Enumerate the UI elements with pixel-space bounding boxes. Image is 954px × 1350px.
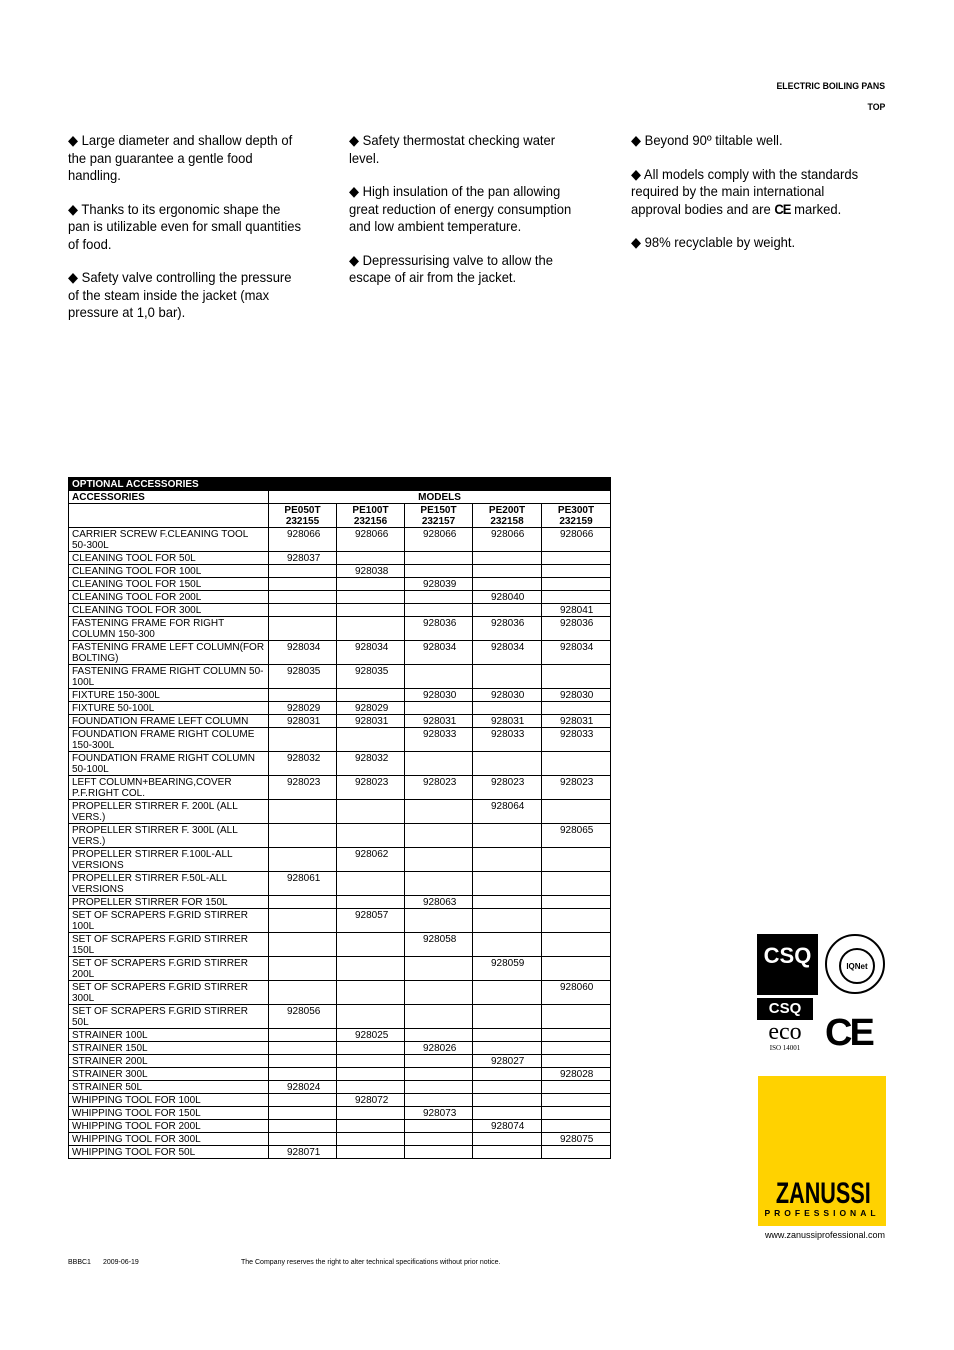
accessory-code: 928035 <box>269 665 337 689</box>
accessory-code: 928057 <box>337 909 405 933</box>
footer-code: BBBC1 <box>68 1259 91 1266</box>
accessory-code <box>542 591 611 604</box>
accessory-code: 928060 <box>542 981 611 1005</box>
accessory-code: 928058 <box>405 933 473 957</box>
accessory-code: 928029 <box>337 702 405 715</box>
accessory-code <box>269 728 337 752</box>
accessory-name: PROPELLER STIRRER F.50L-ALL VERSIONS <box>69 872 269 896</box>
model-header: PE100T 232156 <box>337 504 405 528</box>
accessory-code: 928033 <box>405 728 473 752</box>
accessory-code: 928025 <box>337 1029 405 1042</box>
accessory-name: FOUNDATION FRAME LEFT COLUMN <box>69 715 269 728</box>
accessory-code <box>269 1107 337 1120</box>
brand-panel <box>758 1076 886 1226</box>
accessory-code: 928023 <box>269 776 337 800</box>
accessory-code <box>473 565 542 578</box>
accessory-code <box>337 933 405 957</box>
accessory-code <box>473 752 542 776</box>
table-row <box>69 1120 611 1133</box>
accessory-name: STRAINER 200L <box>69 1055 269 1068</box>
accessory-name: SET OF SCRAPERS F.GRID STIRRER 300L <box>69 981 269 1005</box>
accessory-code <box>542 1029 611 1042</box>
accessory-code <box>337 591 405 604</box>
table-row <box>69 715 611 728</box>
table-row <box>69 776 611 800</box>
accessory-code <box>542 665 611 689</box>
accessory-code <box>405 800 473 824</box>
accessory-code: 928063 <box>405 896 473 909</box>
accessory-name: CLEANING TOOL FOR 200L <box>69 591 269 604</box>
accessory-code <box>473 552 542 565</box>
accessory-name: WHIPPING TOOL FOR 150L <box>69 1107 269 1120</box>
zanussi-logo: ZANUSSI PROFESSIONAL <box>764 1177 880 1218</box>
table-row <box>69 641 611 665</box>
accessory-code <box>269 1029 337 1042</box>
footer-notice: The Company reserves the right to alter technical specifications without prior notice. <box>241 1259 501 1266</box>
accessory-code: 928031 <box>269 715 337 728</box>
accessory-code: 928023 <box>405 776 473 800</box>
accessory-code <box>337 824 405 848</box>
accessory-code <box>473 1094 542 1107</box>
table-row <box>69 552 611 565</box>
accessory-code: 928066 <box>473 528 542 552</box>
table-row <box>69 1094 611 1107</box>
accessory-code <box>542 1081 611 1094</box>
accessory-code: 928061 <box>269 872 337 896</box>
accessory-code: 928023 <box>542 776 611 800</box>
accessory-code <box>473 1068 542 1081</box>
accessory-code <box>542 909 611 933</box>
table-title: OPTIONAL ACCESSORIES <box>69 478 611 491</box>
accessories-header: ACCESSORIES <box>69 491 269 504</box>
models-header: MODELS <box>269 491 611 504</box>
accessory-code <box>337 1068 405 1081</box>
feature-text: ◆ Safety thermostat checking water level. <box>349 132 556 166</box>
table-row <box>69 665 611 689</box>
accessory-name: SET OF SCRAPERS F.GRID STIRRER 150L <box>69 933 269 957</box>
accessory-code <box>405 1029 473 1042</box>
accessory-code <box>542 702 611 715</box>
accessory-code <box>337 1133 405 1146</box>
accessory-code: 928030 <box>473 689 542 702</box>
accessory-code: 928056 <box>269 1005 337 1029</box>
accessory-code <box>269 896 337 909</box>
accessory-code: 928075 <box>542 1133 611 1146</box>
table-row <box>69 604 611 617</box>
accessory-code <box>473 1146 542 1159</box>
accessory-code <box>473 824 542 848</box>
accessory-code: 928029 <box>269 702 337 715</box>
accessory-code <box>337 1081 405 1094</box>
csq-logo: CSQ <box>757 934 818 995</box>
accessory-name: CLEANING TOOL FOR 150L <box>69 578 269 591</box>
accessory-name: FASTENING FRAME LEFT COLUMN(FOR BOLTING) <box>69 641 269 665</box>
feature-text-compliance <box>631 166 865 219</box>
accessory-code <box>405 1094 473 1107</box>
accessory-code: 928035 <box>337 665 405 689</box>
accessory-code: 928030 <box>405 689 473 702</box>
brand-url: www.zanussiprofessional.com <box>764 1230 885 1240</box>
accessory-code <box>405 1120 473 1133</box>
table-row <box>69 702 611 715</box>
accessory-name: CLEANING TOOL FOR 100L <box>69 565 269 578</box>
table-row <box>69 578 611 591</box>
accessory-code <box>542 1120 611 1133</box>
accessory-code <box>337 1042 405 1055</box>
table-row <box>69 1055 611 1068</box>
accessory-code <box>405 848 473 872</box>
accessory-code <box>405 1146 473 1159</box>
feature-text: marked. <box>794 200 842 217</box>
accessory-code <box>337 957 405 981</box>
accessory-code: 928024 <box>269 1081 337 1094</box>
accessory-code: 928064 <box>473 800 542 824</box>
accessory-code <box>473 1005 542 1029</box>
accessory-code <box>542 872 611 896</box>
feature-column-3 <box>631 132 865 268</box>
accessory-code <box>405 665 473 689</box>
accessory-code <box>542 896 611 909</box>
accessory-name: PROPELLER STIRRER F. 200L (ALL VERS.) <box>69 800 269 824</box>
table-row <box>69 1029 611 1042</box>
accessory-code <box>337 728 405 752</box>
accessory-name: PROPELLER STIRRER F.100L-ALL VERSIONS <box>69 848 269 872</box>
accessory-code: 928065 <box>542 824 611 848</box>
accessory-code <box>269 604 337 617</box>
accessory-code <box>473 578 542 591</box>
accessory-name: FASTENING FRAME FOR RIGHT COLUMN 150-300 <box>69 617 269 641</box>
feature-column-1 <box>68 132 302 338</box>
accessory-code <box>405 1133 473 1146</box>
accessory-code <box>473 848 542 872</box>
feature-text: ◆ Thanks to its ergonomic shape the pan is utilizable even for small quantities of food. <box>68 200 302 252</box>
table-row <box>69 824 611 848</box>
accessory-code <box>405 702 473 715</box>
accessory-code: 928059 <box>473 957 542 981</box>
accessory-code <box>542 1042 611 1055</box>
accessory-code: 928023 <box>337 776 405 800</box>
accessory-code <box>337 1055 405 1068</box>
accessory-code <box>473 872 542 896</box>
accessory-name: WHIPPING TOOL FOR 50L <box>69 1146 269 1159</box>
accessory-name: CLEANING TOOL FOR 50L <box>69 552 269 565</box>
accessory-code <box>405 565 473 578</box>
accessory-code <box>269 933 337 957</box>
model-names-row <box>69 504 611 528</box>
accessory-code <box>405 552 473 565</box>
accessory-code <box>542 957 611 981</box>
table-row <box>69 1081 611 1094</box>
accessory-name: SET OF SCRAPERS F.GRID STIRRER 200L <box>69 957 269 981</box>
accessory-code: 928066 <box>542 528 611 552</box>
table-row <box>69 528 611 552</box>
accessory-code <box>337 872 405 896</box>
accessory-code: 928034 <box>405 641 473 665</box>
accessory-code <box>405 604 473 617</box>
blank-cell <box>69 504 269 528</box>
accessory-code <box>405 1055 473 1068</box>
accessory-code: 928030 <box>542 689 611 702</box>
accessory-code <box>269 1068 337 1081</box>
accessory-code <box>337 1005 405 1029</box>
ce-mark-icon: CE <box>774 200 791 217</box>
accessory-name: STRAINER 50L <box>69 1081 269 1094</box>
table-row <box>69 1068 611 1081</box>
accessory-code <box>542 552 611 565</box>
accessory-code: 928038 <box>337 565 405 578</box>
table-row <box>69 896 611 909</box>
feature-text: ◆ Beyond 90º tiltable well. <box>631 132 783 148</box>
accessory-name: FOUNDATION FRAME RIGHT COLUMN 50-100L <box>69 752 269 776</box>
accessory-code <box>405 591 473 604</box>
accessory-code: 928062 <box>337 848 405 872</box>
footer-date: 2009-06-19 <box>103 1259 139 1266</box>
accessory-code: 928036 <box>405 617 473 641</box>
accessory-code <box>405 872 473 896</box>
accessory-code <box>269 591 337 604</box>
feature-text: ◆ Depressurising valve to allow the escape of air from the jacket. <box>349 251 553 285</box>
accessory-code: 928072 <box>337 1094 405 1107</box>
accessory-code: 928027 <box>473 1055 542 1068</box>
accessory-code <box>405 1081 473 1094</box>
accessory-code: 928034 <box>269 641 337 665</box>
model-header: PE150T 232157 <box>405 504 473 528</box>
accessory-code <box>405 957 473 981</box>
accessory-code: 928023 <box>473 776 542 800</box>
accessory-code <box>542 1055 611 1068</box>
accessory-name: WHIPPING TOOL FOR 100L <box>69 1094 269 1107</box>
accessory-code <box>269 909 337 933</box>
accessory-code <box>337 1120 405 1133</box>
accessory-name: FIXTURE 50-100L <box>69 702 269 715</box>
feature-text: ◆ Large diameter and shallow depth of the pan guarantee a gentle food handling. <box>68 132 293 183</box>
accessory-code <box>269 689 337 702</box>
accessory-code <box>542 1107 611 1120</box>
accessory-name: WHIPPING TOOL FOR 200L <box>69 1120 269 1133</box>
accessory-code <box>269 1042 337 1055</box>
accessory-name: STRAINER 300L <box>69 1068 269 1081</box>
accessory-code <box>542 578 611 591</box>
accessory-code: 928031 <box>405 715 473 728</box>
document-title: ELECTRIC BOILING PANS <box>776 81 885 92</box>
accessory-code: 928032 <box>337 752 405 776</box>
accessory-code: 928028 <box>542 1068 611 1081</box>
accessory-name: FOUNDATION FRAME RIGHT COLUME 150-300L <box>69 728 269 752</box>
accessory-code <box>405 1068 473 1081</box>
table-title-row <box>69 478 611 491</box>
feature-column-2 <box>349 132 583 303</box>
accessory-code <box>542 1094 611 1107</box>
accessories-table <box>68 477 611 1159</box>
accessory-code <box>337 617 405 641</box>
accessory-code <box>337 800 405 824</box>
accessory-name: WHIPPING TOOL FOR 300L <box>69 1133 269 1146</box>
accessory-code: 928031 <box>473 715 542 728</box>
accessory-name: FASTENING FRAME RIGHT COLUMN 50-100L <box>69 665 269 689</box>
accessory-code <box>542 933 611 957</box>
accessory-code <box>405 752 473 776</box>
feature-text: ◆ 98% recyclable by weight. <box>631 234 796 250</box>
csq-eco-logo: CSQ eco ISO 14001 <box>757 998 813 1060</box>
certification-logos <box>757 934 887 1064</box>
table-row <box>69 752 611 776</box>
accessory-code <box>473 1042 542 1055</box>
accessory-code: 928066 <box>269 528 337 552</box>
table-row <box>69 565 611 578</box>
accessory-code <box>542 848 611 872</box>
accessory-code <box>542 1005 611 1029</box>
accessory-code <box>269 565 337 578</box>
ce-mark-icon: CE <box>825 1012 872 1054</box>
accessory-code <box>269 848 337 872</box>
accessory-code <box>542 752 611 776</box>
accessory-code <box>473 604 542 617</box>
accessory-code <box>269 1133 337 1146</box>
model-header: PE300T 232159 <box>542 504 611 528</box>
accessory-name: PROPELLER STIRRER FOR 150L <box>69 896 269 909</box>
accessory-code: 928071 <box>269 1146 337 1159</box>
accessory-code <box>337 896 405 909</box>
accessory-code <box>337 604 405 617</box>
accessory-code <box>473 896 542 909</box>
accessory-code <box>269 1094 337 1107</box>
table-header-row <box>69 491 611 504</box>
accessory-code <box>405 981 473 1005</box>
accessory-code: 928040 <box>473 591 542 604</box>
table-row <box>69 1042 611 1055</box>
model-header: PE200T 232158 <box>473 504 542 528</box>
table-row <box>69 1133 611 1146</box>
accessory-code <box>405 909 473 933</box>
table-row <box>69 1005 611 1029</box>
accessory-code <box>405 1005 473 1029</box>
accessory-code <box>473 665 542 689</box>
accessory-code <box>473 933 542 957</box>
accessory-code <box>337 981 405 1005</box>
table-row <box>69 909 611 933</box>
accessory-name: SET OF SCRAPERS F.GRID STIRRER 50L <box>69 1005 269 1029</box>
accessory-code: 928026 <box>405 1042 473 1055</box>
table-row <box>69 800 611 824</box>
accessory-code: 928066 <box>337 528 405 552</box>
accessory-code: 928034 <box>337 641 405 665</box>
table-row <box>69 848 611 872</box>
accessory-code <box>473 1029 542 1042</box>
accessory-code <box>269 1120 337 1133</box>
accessory-code <box>405 824 473 848</box>
accessory-code: 928074 <box>473 1120 542 1133</box>
accessory-code <box>269 824 337 848</box>
table-row <box>69 1146 611 1159</box>
accessory-code: 928033 <box>542 728 611 752</box>
accessory-code <box>337 1107 405 1120</box>
accessory-code <box>269 578 337 591</box>
accessory-code: 928041 <box>542 604 611 617</box>
table-row <box>69 728 611 752</box>
feature-text: ◆ All models comply with the standards required by the main international approval bodies and are <box>631 165 859 217</box>
accessory-code <box>269 617 337 641</box>
table-row <box>69 1107 611 1120</box>
accessory-code: 928037 <box>269 552 337 565</box>
accessory-code <box>337 1146 405 1159</box>
accessory-code: 928034 <box>473 641 542 665</box>
accessory-code <box>542 565 611 578</box>
accessory-code <box>542 800 611 824</box>
accessory-name: FIXTURE 150-300L <box>69 689 269 702</box>
accessory-code: 928031 <box>337 715 405 728</box>
accessory-name: STRAINER 150L <box>69 1042 269 1055</box>
accessory-code <box>473 1107 542 1120</box>
table-row <box>69 617 611 641</box>
accessory-name: CARRIER SCREW F.CLEANING TOOL 50-300L <box>69 528 269 552</box>
accessory-code <box>269 1055 337 1068</box>
accessory-code <box>269 957 337 981</box>
table-row <box>69 957 611 981</box>
accessory-name: CLEANING TOOL FOR 300L <box>69 604 269 617</box>
accessory-code: 928036 <box>473 617 542 641</box>
accessory-name: LEFT COLUMN+BEARING,COVER P.F.RIGHT COL. <box>69 776 269 800</box>
table-row <box>69 981 611 1005</box>
accessory-code <box>337 552 405 565</box>
accessory-code <box>542 1146 611 1159</box>
feature-text: ◆ Safety valve controlling the pressure of the steam inside the jacket (max pressure at 1,0 bar). <box>68 269 292 320</box>
accessory-code: 928032 <box>269 752 337 776</box>
accessory-code: 928066 <box>405 528 473 552</box>
document-subtitle: TOP <box>867 102 885 113</box>
accessory-code: 928036 <box>542 617 611 641</box>
table-row <box>69 689 611 702</box>
accessory-code <box>473 909 542 933</box>
accessory-code <box>473 702 542 715</box>
table-row <box>69 872 611 896</box>
accessory-code: 928039 <box>405 578 473 591</box>
accessory-code: 928033 <box>473 728 542 752</box>
accessory-name: STRAINER 100L <box>69 1029 269 1042</box>
accessory-code <box>473 981 542 1005</box>
accessory-code: 928073 <box>405 1107 473 1120</box>
accessory-code <box>269 981 337 1005</box>
accessory-name: SET OF SCRAPERS F.GRID STIRRER 100L <box>69 909 269 933</box>
accessory-code <box>473 1133 542 1146</box>
accessory-code <box>473 1081 542 1094</box>
accessory-code <box>337 578 405 591</box>
table-row <box>69 591 611 604</box>
accessory-code: 928034 <box>542 641 611 665</box>
model-header: PE050T 232155 <box>269 504 337 528</box>
accessory-name: PROPELLER STIRRER F. 300L (ALL VERS.) <box>69 824 269 848</box>
accessory-code: 928031 <box>542 715 611 728</box>
accessory-code <box>337 689 405 702</box>
table-row <box>69 933 611 957</box>
feature-text: ◆ High insulation of the pan allowing great reduction of energy consumption and low ambient temperature. <box>349 183 572 234</box>
accessory-code <box>269 800 337 824</box>
iqnet-label: IQNet <box>839 948 875 984</box>
iqnet-certified-logo <box>825 934 885 994</box>
